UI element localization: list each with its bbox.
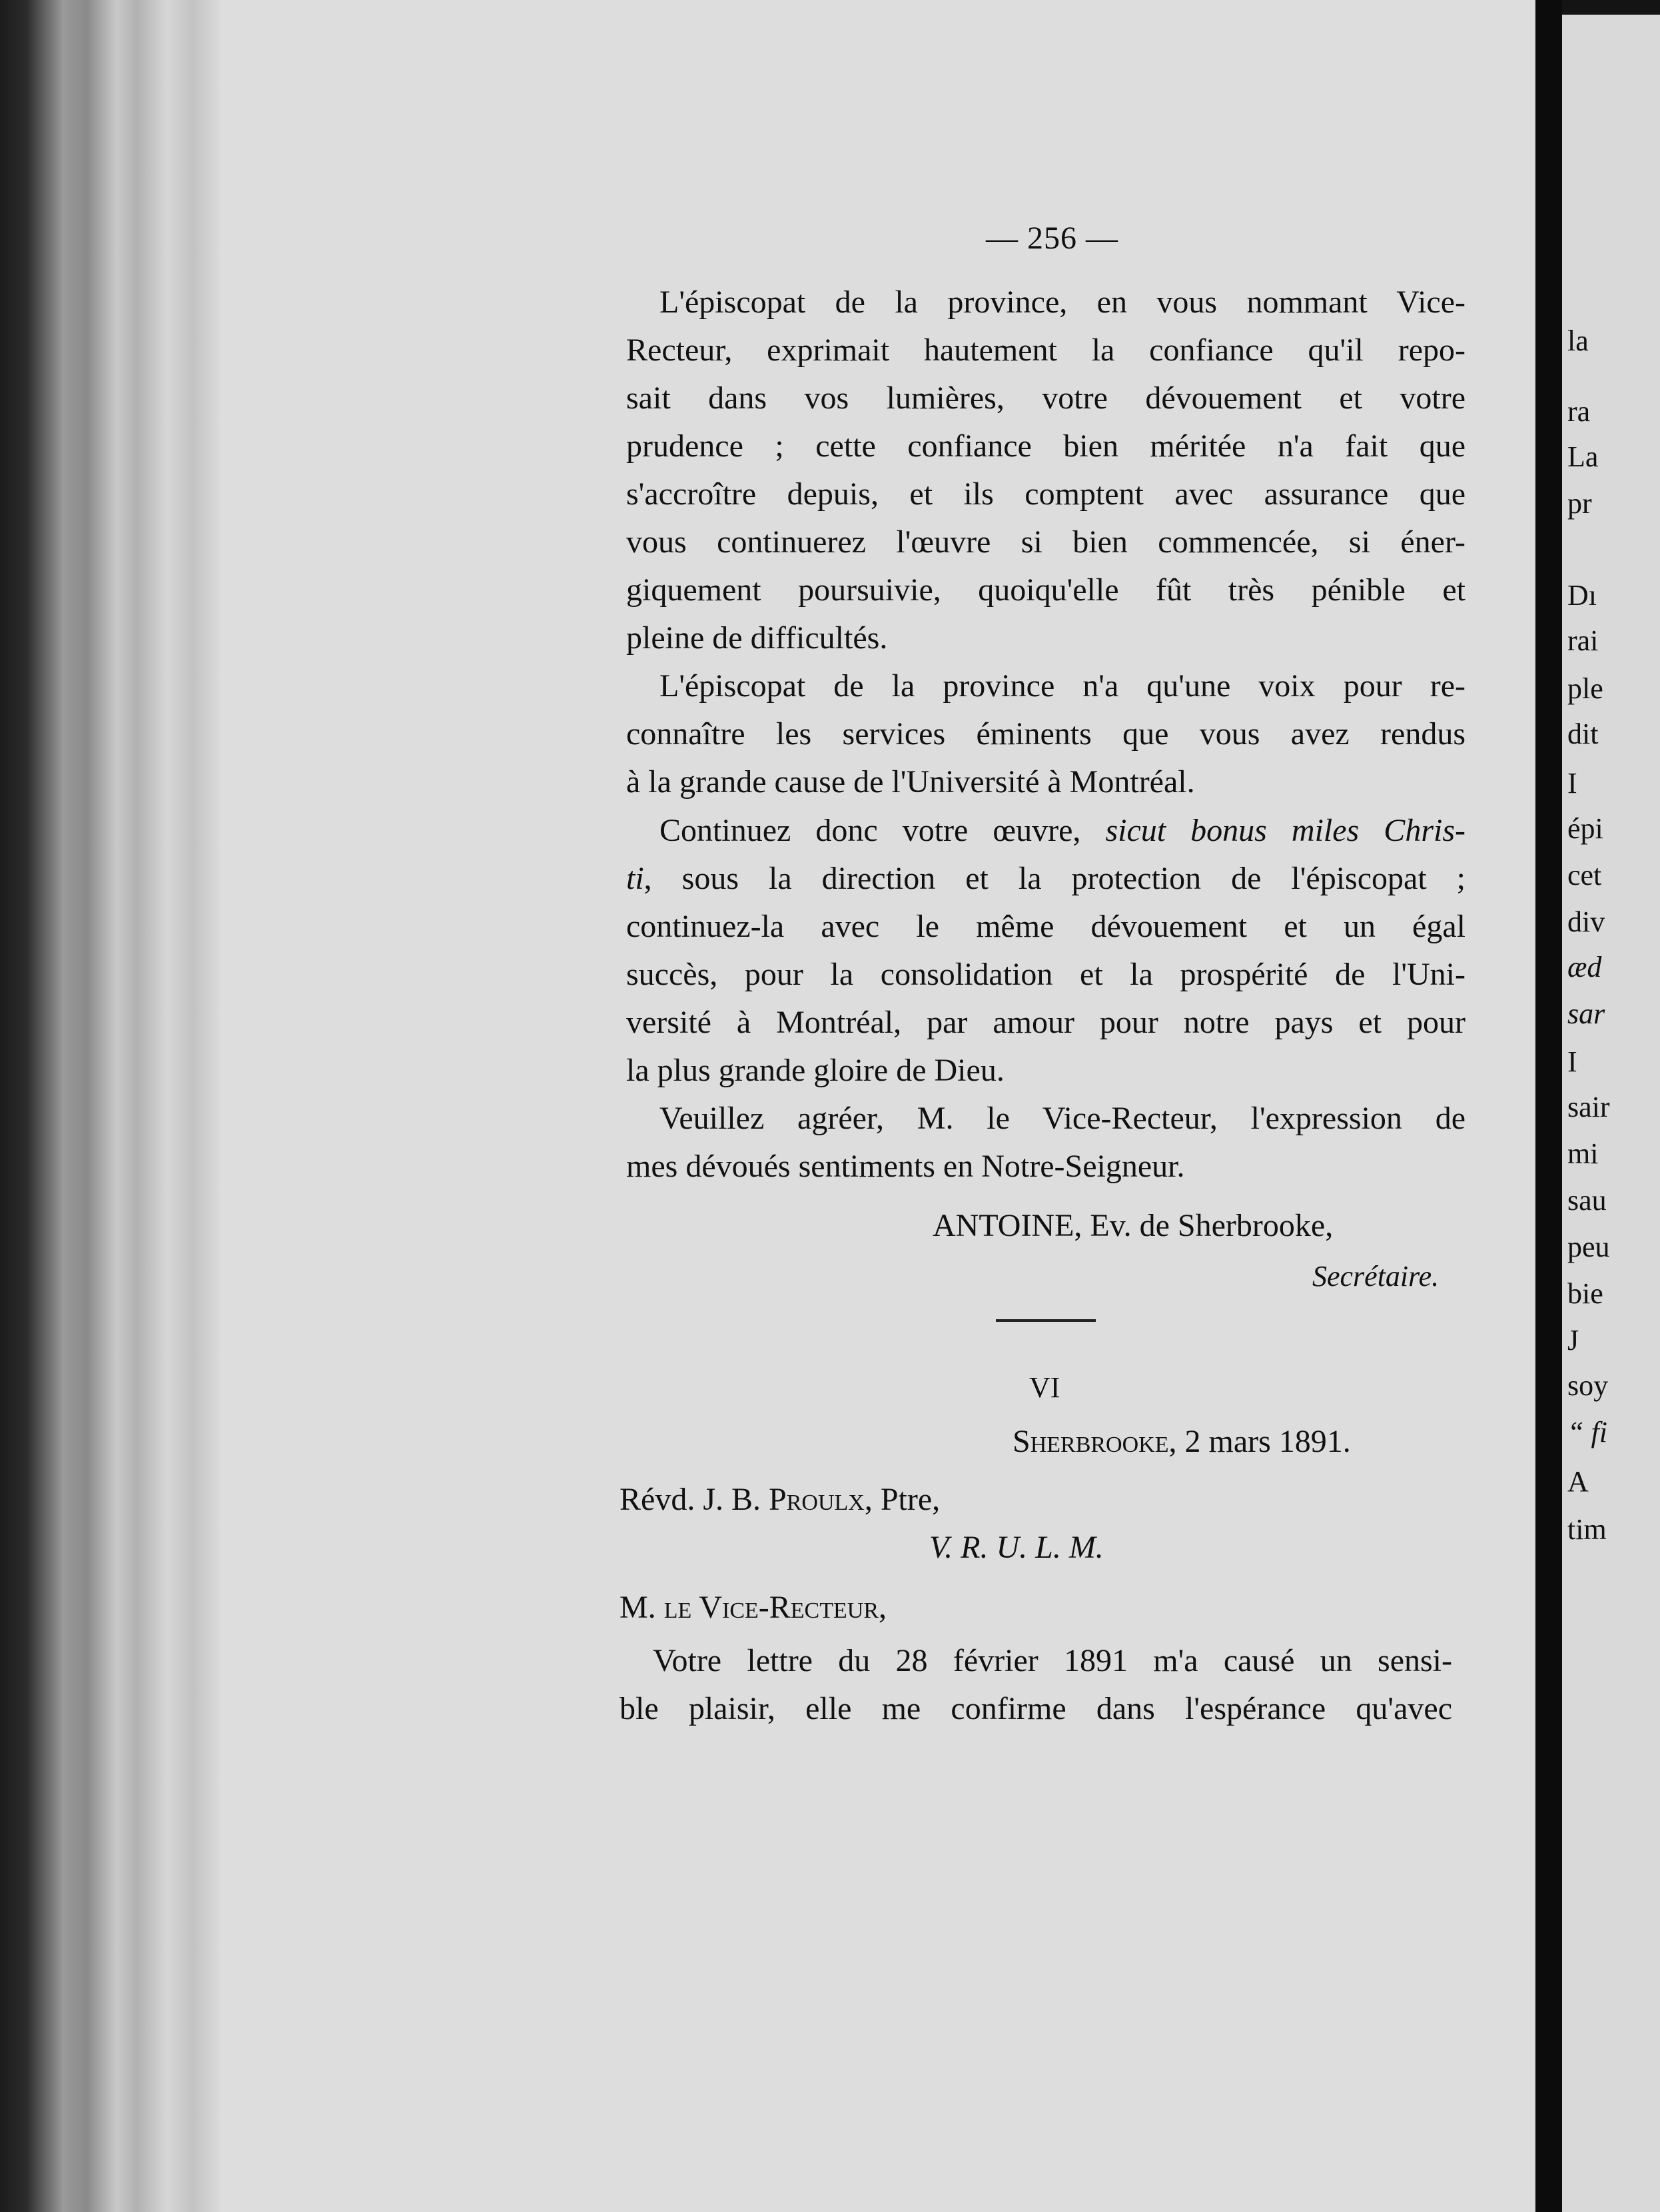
- facing-fragment: peu: [1567, 1231, 1610, 1263]
- text-line: ble plaisir, elle me confirme dans l'espérance qu'avec: [620, 1691, 1452, 1726]
- paragraph-1: [626, 283, 1465, 667]
- facing-fragment: A: [1567, 1465, 1589, 1498]
- book-page-edges: [0, 0, 240, 2212]
- book-gutter: [1535, 0, 1562, 2212]
- salutation: [620, 1589, 887, 1626]
- text-line: à la grande cause de l'Université à Montréal.: [626, 764, 1195, 800]
- facing-fragment: ple: [1567, 672, 1603, 705]
- text-line: ti, sous la direction et la protection de l'épiscopat ;: [626, 861, 1465, 896]
- salutation-suffix: ,: [879, 1590, 887, 1625]
- facing-fragment: La: [1567, 440, 1599, 473]
- facing-fragment: sau: [1567, 1184, 1607, 1217]
- text-line: mes dévoués sentiments en Notre-Seigneur.: [626, 1149, 1185, 1184]
- text-line: L'épiscopat de la province n'a qu'une voix pour re-: [659, 668, 1465, 704]
- text-line: Continuez donc votre œuvre, sicut bonus miles Chris-: [659, 813, 1465, 848]
- text-line: versité à Montréal, par amour pour notre pays et pour: [626, 1005, 1465, 1040]
- addressee-suffix: , Ptre,: [864, 1482, 941, 1517]
- facing-fragment: sar: [1567, 997, 1605, 1030]
- facing-fragment: “ fi: [1567, 1416, 1607, 1448]
- text-line: vous continuerez l'œuvre si bien commencée, si éner-: [626, 524, 1465, 560]
- facing-fragment: soy: [1567, 1369, 1609, 1402]
- facing-fragment: rai: [1567, 624, 1599, 657]
- place: Sherbrooke: [1013, 1424, 1169, 1459]
- text-line: continuez-la avec le même dévouement et un égal: [626, 909, 1465, 944]
- facing-fragment: J: [1567, 1324, 1579, 1357]
- text-line: prudence ; cette confiance bien méritée n'a fait que: [626, 428, 1465, 464]
- facing-fragment: dit: [1567, 718, 1599, 750]
- facing-fragment: I: [1567, 1045, 1577, 1078]
- text-line: la plus grande gloire de Dieu.: [626, 1053, 1005, 1088]
- paragraph-2: [626, 667, 1465, 811]
- text-line: connaître les services éminents que vous avez rendus: [626, 716, 1465, 752]
- signature-name: ANTOINE, Ev. de Sherbrooke,: [933, 1208, 1334, 1243]
- section-divider: [996, 1319, 1096, 1322]
- text-line: succès, pour la consolidation et la prospérité de l'Uni-: [626, 957, 1465, 992]
- facing-fragment: pr: [1567, 487, 1592, 520]
- signature-title: Secrétaire.: [1312, 1260, 1440, 1293]
- text-line: Votre lettre du 28 février 1891 m'a causé un sensi-: [653, 1643, 1452, 1678]
- addressee: [620, 1481, 940, 1518]
- date: , 2 mars 1891.: [1168, 1424, 1351, 1459]
- paragraph-4: [626, 1099, 1465, 1195]
- text-line: L'épiscopat de la province, en vous nommant Vice-: [659, 284, 1465, 320]
- text-line: giquement poursuivie, quoiqu'elle fût très pénible et: [626, 572, 1465, 608]
- facing-fragment: div: [1567, 905, 1605, 938]
- addressee-name: Proulx: [769, 1482, 865, 1517]
- paragraph-3: [626, 812, 1465, 1099]
- text-line: s'accroître depuis, et ils comptent avec assurance que: [626, 476, 1465, 512]
- facing-fragment: tim: [1567, 1513, 1607, 1546]
- text-line: sait dans vos lumières, votre dévouement et votre: [626, 380, 1465, 416]
- text-line: pleine de difficultés.: [626, 620, 888, 656]
- facing-fragment: mi: [1567, 1137, 1599, 1170]
- text-line: Recteur, exprimait hautement la confiance qu'il repo-: [626, 332, 1465, 368]
- addressee-title: V. R. U. L. M.: [929, 1530, 1104, 1565]
- facing-fragment: Dı: [1567, 579, 1597, 612]
- salutation-prefix: M.: [620, 1590, 664, 1625]
- addressee-prefix: Révd. J. B.: [620, 1482, 769, 1517]
- facing-fragment: æd: [1567, 951, 1602, 983]
- facing-fragment: bie: [1567, 1277, 1603, 1310]
- facing-fragment: cet: [1567, 859, 1602, 891]
- paragraph-5: [620, 1642, 1452, 1738]
- facing-fragment: épi: [1567, 812, 1603, 845]
- salutation-text: le Vice-Recteur: [663, 1590, 879, 1625]
- page-number: — 256 —: [986, 221, 1118, 256]
- place-date: [1013, 1423, 1351, 1460]
- facing-fragment: ra: [1567, 395, 1591, 428]
- section-number: VI: [1029, 1371, 1060, 1404]
- text-line: Veuillez agréer, M. le Vice-Recteur, l'expression de: [659, 1101, 1465, 1136]
- facing-fragment: la: [1567, 324, 1589, 357]
- facing-fragment: I: [1567, 767, 1577, 800]
- facing-fragment: sair: [1567, 1091, 1610, 1123]
- facing-page: [1562, 15, 1660, 2212]
